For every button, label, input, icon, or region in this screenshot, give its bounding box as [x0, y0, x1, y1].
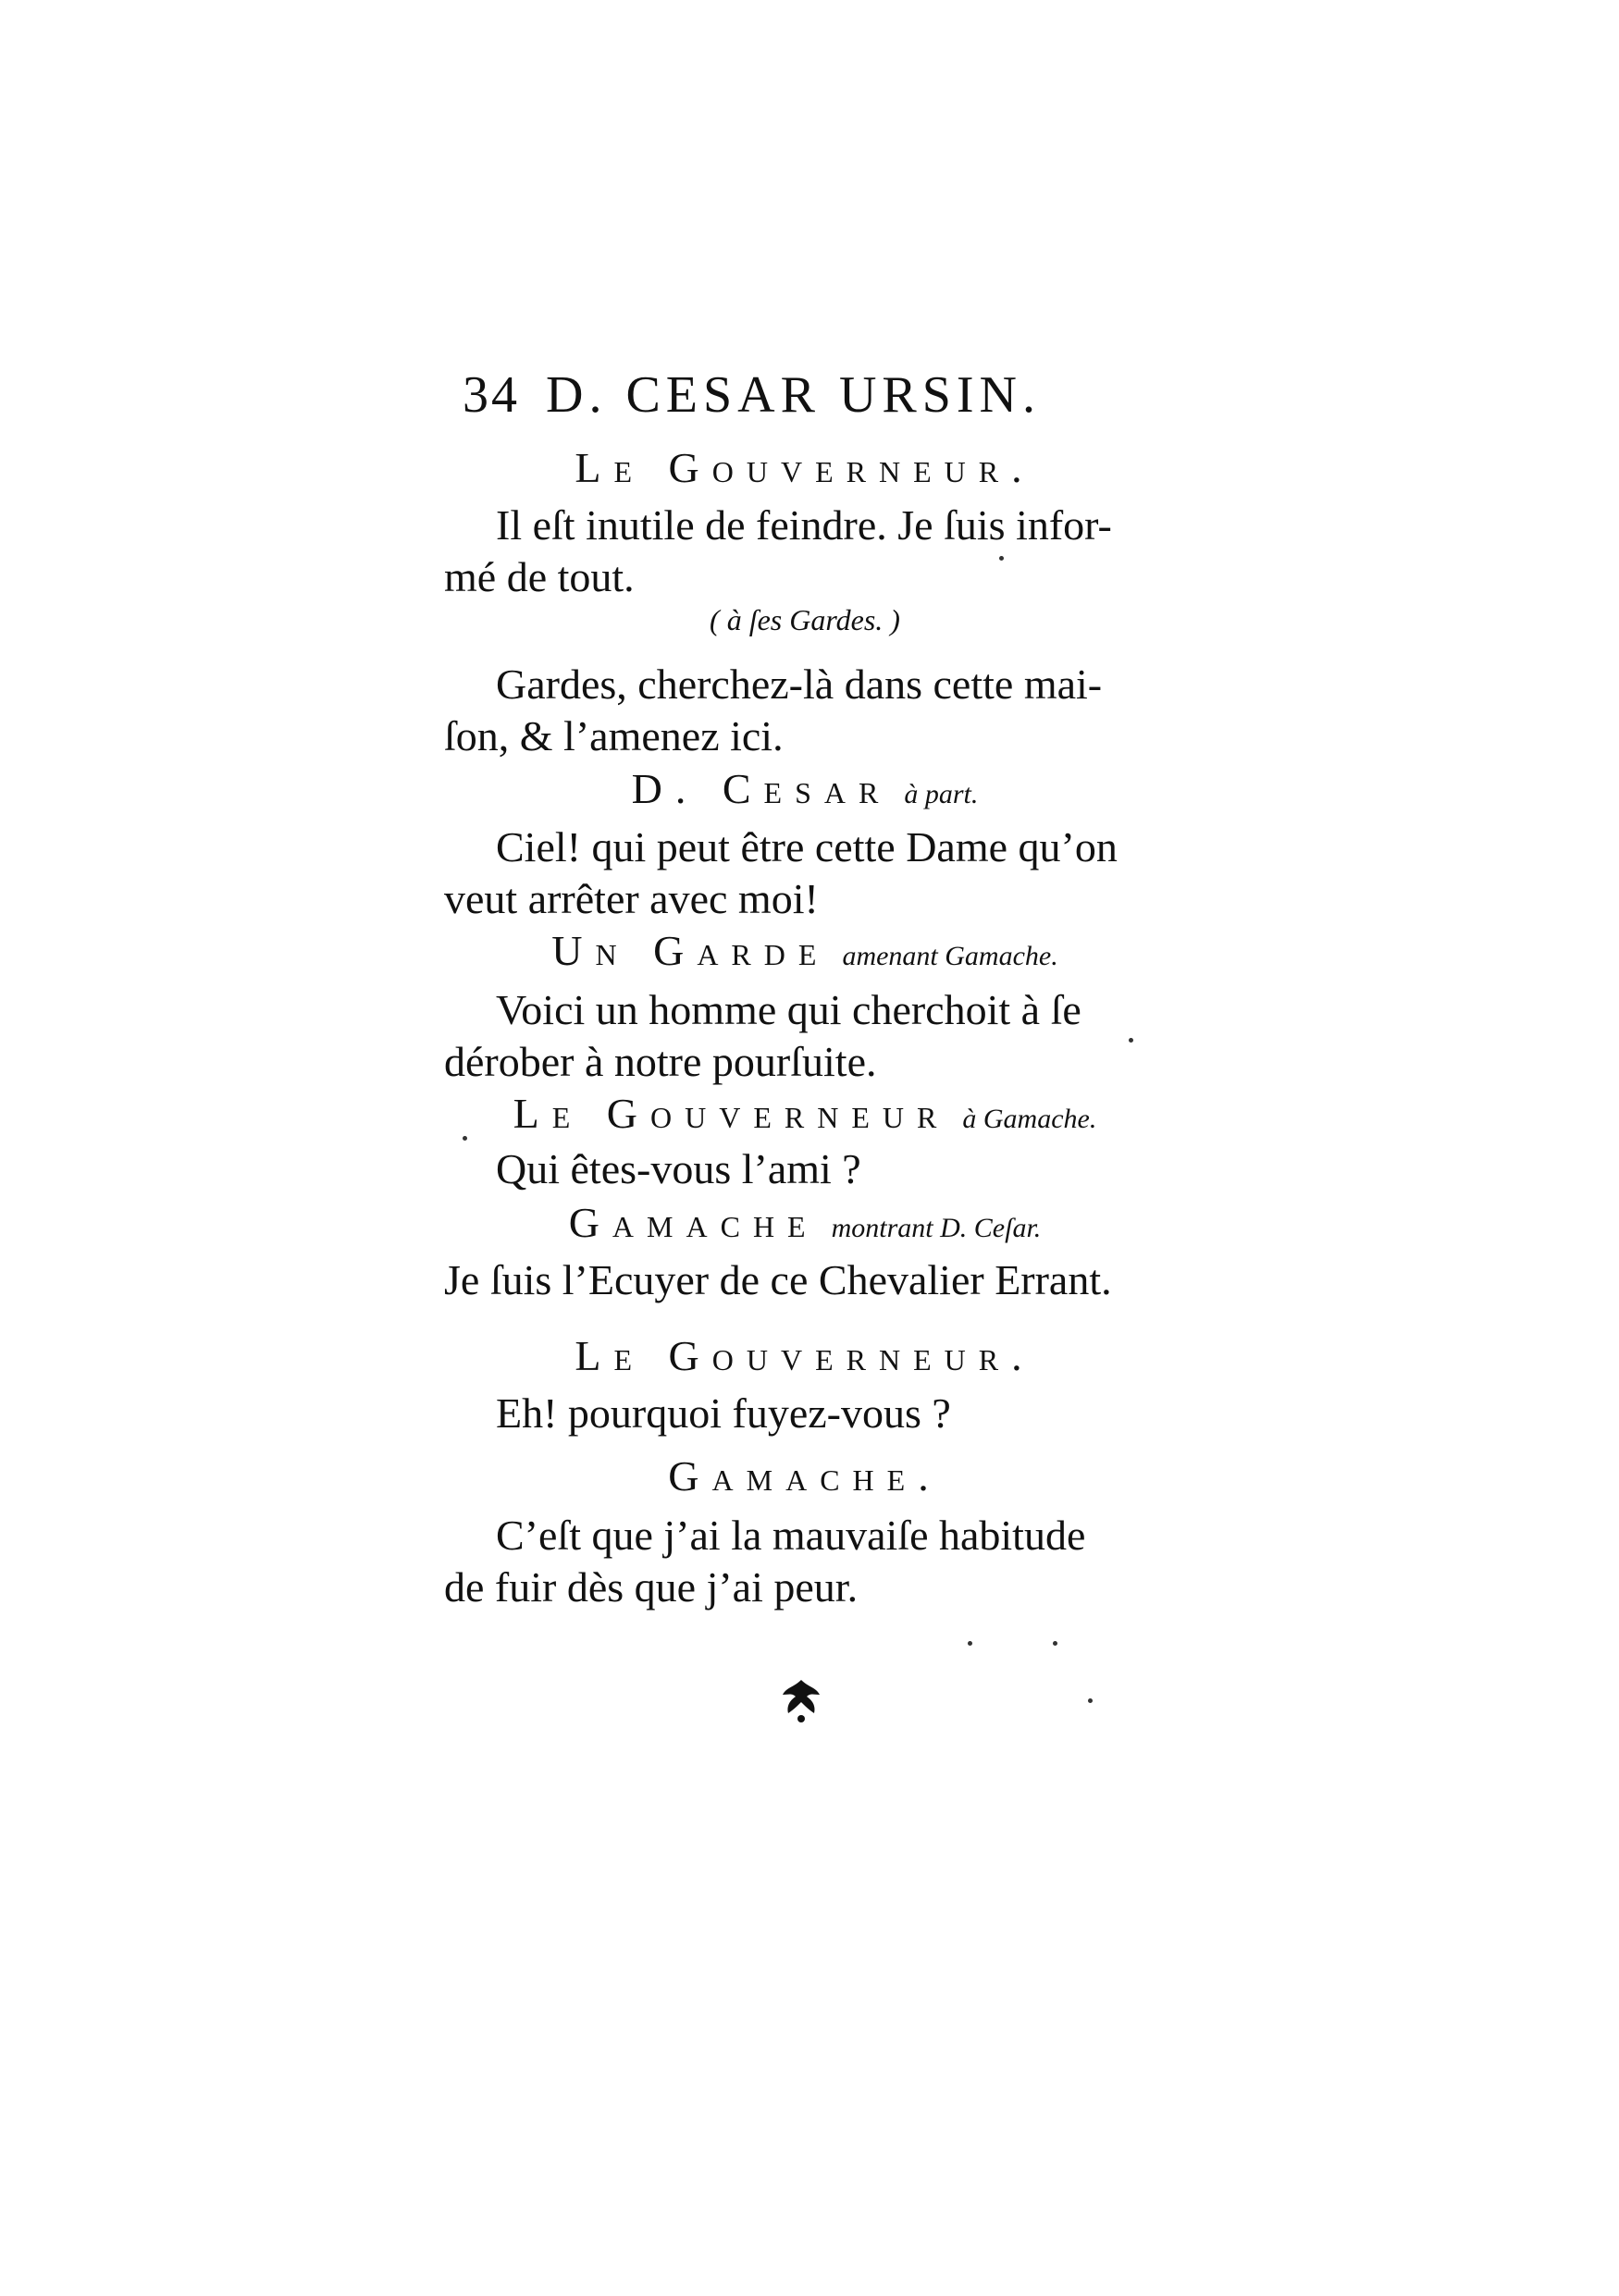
- speaker-le-gouverneur: [444, 442, 1166, 494]
- speaker-gamache: [444, 1197, 1166, 1254]
- speaker-le-gouverneur: [444, 1088, 1166, 1145]
- speaker-name: Le Gouverneur: [513, 1090, 950, 1137]
- speaker-name: Gamache.: [668, 1452, 942, 1500]
- speech-line: veut arrêter avec moi!: [444, 875, 819, 922]
- speech: [444, 1254, 1166, 1306]
- speech-line: Gardes, cherchez-là dans cette mai-: [496, 660, 1103, 708]
- scan-speck: [999, 556, 1004, 561]
- speaker-gamache: [444, 1450, 1166, 1502]
- speech: [444, 1388, 1166, 1439]
- speaker-d-cesar: [444, 763, 1166, 821]
- speaker-name: Le Gouverneur.: [575, 444, 1035, 491]
- scan-speck: [1129, 1038, 1133, 1043]
- speaker-le-gouverneur: [444, 1330, 1166, 1382]
- scan-speck: [463, 1136, 467, 1141]
- speech-line: de fuir dès que j’ai peur.: [444, 1563, 859, 1611]
- scan-speck: [1088, 1698, 1093, 1703]
- speaker-direction: amenant Gamache.: [842, 941, 1058, 971]
- speaker-direction: à part.: [904, 779, 979, 809]
- running-header: [444, 363, 1166, 427]
- speech: [444, 821, 1166, 925]
- speech-line: Il eſt inutile de feindre. Je ſuis infor-: [496, 501, 1112, 549]
- scan-speck: [968, 1641, 972, 1646]
- speaker-un-garde: [444, 925, 1166, 982]
- fleuron-icon: [775, 1674, 827, 1726]
- speech: [444, 659, 1166, 762]
- page-number: 34: [463, 366, 520, 424]
- speech-line: Qui êtes-vous l’ami ?: [496, 1145, 861, 1192]
- speech: [444, 500, 1166, 603]
- speech: [444, 1510, 1166, 1613]
- speaker-direction: montrant D. Ceſar.: [831, 1213, 1042, 1243]
- speaker-name: D. Cesar: [631, 765, 892, 812]
- speech-line: Ciel! qui peut être cette Dame qu’on: [496, 823, 1118, 870]
- speech-line: dérober à notre pourſuite.: [444, 1038, 877, 1085]
- speech-line: C’eſt que j’ai la mauvaiſe habitude: [496, 1512, 1086, 1559]
- speaker-name: Le Gouverneur.: [575, 1332, 1035, 1379]
- running-title: D. CESAR URSIN.: [546, 366, 1041, 424]
- speech: [444, 1143, 1166, 1195]
- stage-direction: ( à ſes Gardes. ): [710, 603, 900, 636]
- speech-line: ſon, & l’amenez ici.: [444, 712, 784, 759]
- speech-line: Voici un homme qui cherchoit à ſe: [496, 986, 1081, 1033]
- speech-line: Je ſuis l’Ecuyer de ce Chevalier Errant.: [444, 1256, 1112, 1303]
- speech-line: Eh! pourquoi fuyez-vous ?: [496, 1389, 951, 1437]
- scan-speck: [1053, 1641, 1057, 1646]
- speaker-name: Un Garde: [551, 927, 830, 974]
- speaker-direction: à Gamache.: [962, 1104, 1097, 1134]
- speaker-name: Gamache: [568, 1199, 819, 1246]
- speech: [444, 984, 1166, 1088]
- speech-line: mé de tout.: [444, 553, 635, 600]
